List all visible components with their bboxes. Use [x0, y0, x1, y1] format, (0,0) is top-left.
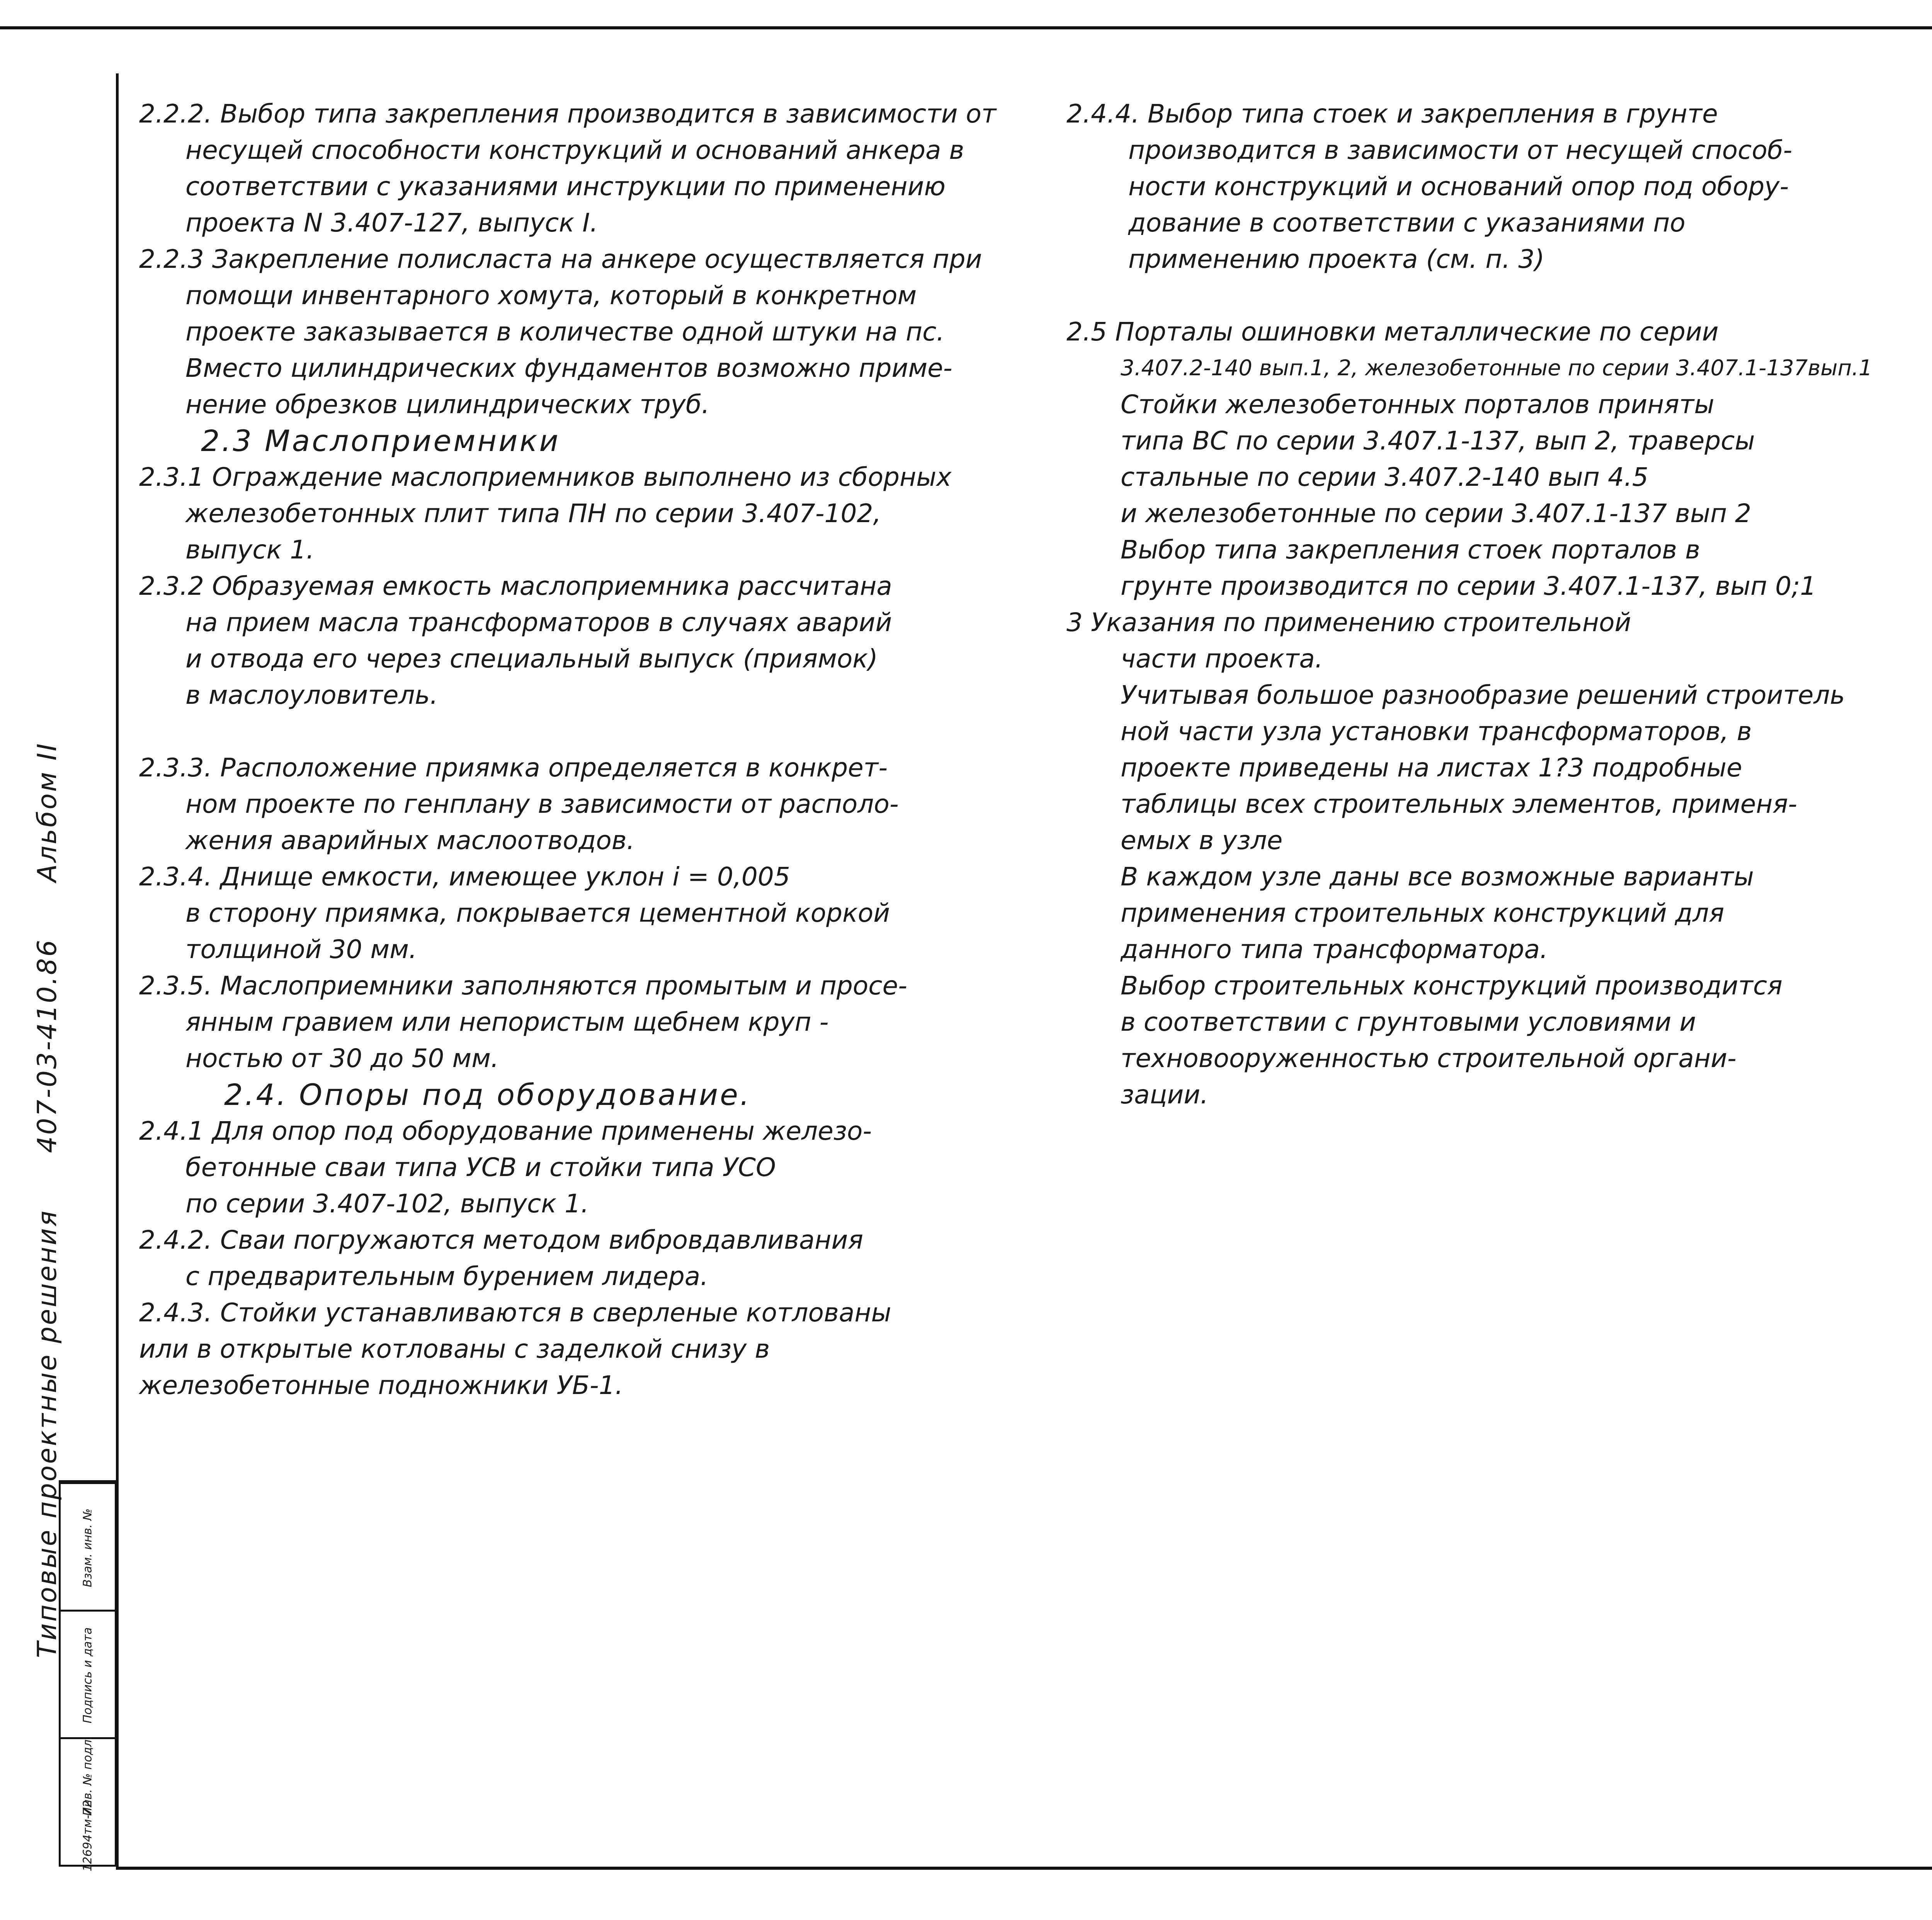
- text-line: 2.5 Порталы ошиновки металлические по серии: [1066, 317, 1719, 347]
- text-line: 2.4.2. Сваи погружаются методом вибровдавливания: [139, 1225, 864, 1255]
- text-line: емых в узле: [1121, 826, 1283, 855]
- text-line: несущей способности конструкций и оснований анкера в: [185, 135, 964, 165]
- text-line: соответствии с указаниями инструкции по применению: [185, 172, 946, 201]
- text-line: производится в зависимости от несущей способ-: [1128, 135, 1793, 165]
- inv-no-label: Инв. № подл.: [81, 1736, 95, 1816]
- text-line: в маслоуловитель.: [185, 680, 438, 710]
- text-line: зации.: [1121, 1080, 1209, 1110]
- text-line: и отвода его через специальный выпуск (приямок): [185, 644, 878, 674]
- text-line: бетонные сваи типа УСВ и стойки типа УСО: [185, 1152, 776, 1182]
- section-heading: 3 Указания по применению строительной: [1066, 608, 1631, 637]
- text-line: проекте заказывается в количестве одной штуки на пс.: [185, 317, 945, 347]
- text-line: янным гравием или непористым щебнем круп -: [185, 1007, 829, 1037]
- text-line: 2.4.3. Стойки устанавливаются в сверленые котлованы: [139, 1298, 891, 1328]
- text-line: Стойки железобетонных порталов приняты: [1121, 390, 1714, 419]
- section-heading: 2.4. Опоры под оборудование.: [224, 1077, 751, 1112]
- text-line: железобетонные подножники УБ-1.: [139, 1370, 623, 1400]
- text-line: 2.4.4. Выбор типа стоек и закрепления в грунте: [1066, 99, 1718, 129]
- text-line: Выбор строительных конструкций производится: [1121, 971, 1782, 1001]
- approval-stamp: [59, 1480, 117, 1872]
- side-title-album: Альбом II: [32, 742, 63, 882]
- side-title: [32, 267, 90, 1658]
- text-line: ностью от 30 до 50 мм.: [185, 1043, 499, 1073]
- text-line: проекте приведены на листах 1?3 подробные: [1121, 753, 1742, 783]
- text-line: типа ВС по серии 3.407.1-137, вып 2, траверсы: [1121, 426, 1755, 456]
- text-line: применения строительных конструкций для: [1121, 898, 1725, 928]
- text-line: дование в соответствии с указаниями по: [1128, 208, 1685, 238]
- text-line: данного типа трансформатора.: [1121, 934, 1548, 964]
- text-line: толщиной 30 мм.: [185, 934, 417, 964]
- text-line: железобетонных плит типа ПН по серии 3.407-102,: [185, 499, 881, 528]
- text-line: стальные по серии 3.407.2-140 вып 4.5: [1121, 462, 1648, 492]
- text-line: или в открытые котлованы с заделкой снизу в: [139, 1334, 770, 1364]
- right-text-column: [1066, 96, 1932, 1113]
- side-title-series: Типовые проектные решения: [32, 1209, 63, 1658]
- text-line: применению проекта (см. п. 3): [1128, 244, 1545, 274]
- text-line: [139, 713, 1059, 750]
- text-line: части проекта.: [1121, 644, 1323, 674]
- text-line: [1066, 277, 1932, 314]
- replace-label: Взам. инв. №: [81, 1508, 95, 1587]
- text-line: В каждом узле даны все возможные варианты: [1121, 862, 1754, 892]
- text-line: 2.3.5. Маслоприемники заполняются промытым и просе-: [139, 971, 907, 1001]
- text-line: жения аварийных маслоотводов.: [185, 826, 635, 855]
- section-heading: 2.3 Маслоприемники: [201, 424, 560, 458]
- text-line: ной части узла установки трансформаторов, в: [1121, 717, 1752, 746]
- sign-date-label: Подпись и дата: [81, 1627, 95, 1724]
- text-line: проекта N 3.407-127, выпуск I.: [185, 208, 598, 238]
- inv-no-value: 12694тм-72: [81, 1800, 95, 1872]
- side-title-code: 407-03-410.86: [32, 938, 63, 1153]
- text-line: нение обрезков цилиндрических труб.: [185, 390, 710, 419]
- text-line: помощи инвентарного хомута, который в конкретном: [185, 281, 917, 310]
- text-line: 2.2.3 Закрепление полисласта на анкере осуществляется при: [139, 244, 982, 274]
- text-line: по серии 3.407-102, выпуск 1.: [185, 1189, 589, 1219]
- text-line: Выбор типа закрепления стоек порталов в: [1121, 535, 1701, 565]
- text-line: с предварительным бурением лидера.: [185, 1261, 709, 1291]
- text-line: на прием масла трансформаторов в случаях аварий: [185, 608, 892, 637]
- text-line: в сторону приямка, покрывается цементной коркой: [185, 898, 890, 928]
- text-line: 2.3.3. Расположение приямка определяется в конкрет-: [139, 753, 888, 783]
- text-line: ном проекте по генплану в зависимости от располо-: [185, 789, 899, 819]
- frame-top: [0, 26, 1932, 29]
- frame-bottom: [116, 1867, 1932, 1870]
- left-text-column: [139, 96, 1059, 1404]
- text-line: выпуск 1.: [185, 535, 315, 565]
- text-line: Учитывая большое разнообразие решений строитель: [1121, 680, 1845, 710]
- text-line: таблицы всех строительных элементов, применя-: [1121, 789, 1798, 819]
- text-line: техновооруженностью строительной органи-: [1121, 1043, 1736, 1073]
- text-line: 2.3.1 Ограждение маслоприемников выполнено из сборных: [139, 462, 952, 492]
- text-line: 2.4.1 Для опор под оборудование применены железо-: [139, 1116, 872, 1146]
- text-line: ности конструкций и оснований опор под обору-: [1128, 172, 1789, 201]
- text-line: 2.3.4. Днище емкости, имеющее уклон i = 0,005: [139, 862, 790, 892]
- text-line: в соответствии с грунтовыми условиями и: [1121, 1007, 1696, 1037]
- text-line: 2.2.2. Выбор типа закрепления производится в зависимости от: [139, 99, 997, 129]
- text-line: Вместо цилиндрических фундаментов возможно приме-: [185, 353, 952, 383]
- text-line: и железобетонные по серии 3.407.1-137 вып 2: [1121, 499, 1752, 528]
- text-line: 2.3.2 Образуемая емкость маслоприемника рассчитана: [139, 571, 892, 601]
- text-line: грунте производится по серии 3.407.1-137, вып 0;1: [1121, 571, 1816, 601]
- text-line: 3.407.2-140 вып.1, 2, железобетонные по серии 3.407.1-137вып.1: [1121, 356, 1872, 381]
